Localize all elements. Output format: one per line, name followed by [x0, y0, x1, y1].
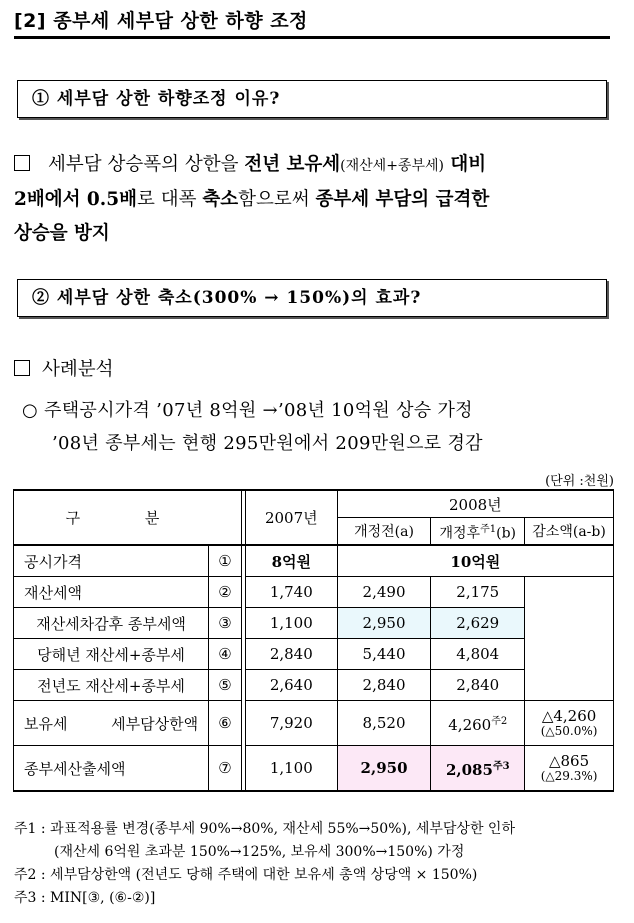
note-2: 주2 : 세부담상한액 (전년도 당해 주택에 대한 보유세 총액 상당액 × 150%)	[14, 867, 478, 883]
case-title: 사례분석	[42, 359, 114, 380]
para-text-2: 로 대폭	[136, 189, 203, 210]
para-text-3: 함으로써	[238, 189, 316, 210]
note-1b: (재산세 6억원 초과분 150%→125%, 보유세 300%→150%) 가정	[54, 844, 465, 860]
case-bullet-2: ’08년 종부세는 현행 295만원에서 209만원으로 경감	[52, 433, 483, 454]
note-3: 주3 : MIN[③, (⑥-②)]	[14, 890, 156, 906]
para-bold-5: 종부세 부담의 급격한	[315, 189, 490, 210]
header-diff: 감소액(a-b)	[525, 518, 614, 546]
para-bold-3: 2배에서 0.5배	[14, 189, 137, 210]
checkbox-square-icon	[14, 155, 30, 171]
table-row: 전년도 재산세+종부세 ⑤ 2,640 2,840 2,840	[14, 670, 614, 701]
question-box-2: ② 세부담 상한 축소(300% → 150%)의 효과?	[17, 279, 607, 317]
header-2008: 2008년	[337, 490, 613, 518]
tax-table	[13, 489, 614, 792]
table-row: 종부세산출세액 ⑦ 1,100 2,950 $2,085^{주3}$ △865 (△29.3%)	[14, 746, 614, 792]
header-gubun: 구 분	[14, 490, 242, 545]
reason-paragraph	[14, 148, 614, 251]
header-after: 개정후$^{주1}$(b)	[431, 518, 525, 546]
table-row: 재산세차감후 종부세액 ③ 1,100 2,950 2,629	[14, 608, 614, 639]
checkbox-square-icon	[14, 360, 30, 376]
note-1: 주1 : 과표적용률 변경(종부세 90%→80%, 재산세 55%→50%), 세부담상한 인하	[14, 821, 515, 837]
para-text-1: 세부담 상승폭의 상한을	[48, 154, 245, 175]
title-rule	[14, 36, 610, 39]
question-box-1: ① 세부담 상한 하향조정 이유?	[17, 80, 607, 118]
header-2007: 2007년	[245, 490, 337, 545]
header-before: 개정전(a)	[337, 518, 431, 546]
para-bold-4: 축소	[202, 189, 239, 210]
para-sub-1: (재산세+종부세)	[340, 158, 444, 174]
para-bold-2: 대비	[443, 154, 487, 175]
table-row: 공시가격 ① 8억원 10억원	[14, 545, 614, 577]
para-bold-6: 상승을 방지	[14, 223, 110, 244]
table-row: 당해년 재산세+종부세 ④ 2,840 5,440 4,804	[14, 639, 614, 670]
footnotes	[14, 818, 515, 910]
table-row: 재산세액 ② 1,740 2,490 2,175	[14, 577, 614, 608]
page-title: [2] 종부세 세부담 상한 하향 조정	[14, 10, 308, 32]
case-heading	[14, 355, 113, 381]
para-bold-1: 전년 보유세	[244, 154, 341, 175]
unit-label: (단위 :천원)	[545, 474, 614, 489]
table-row: 보유세 세부담상한액 ⑥ 7,920 8,520 $4,260^{주2}$ △4,260 (△50.0%)	[14, 701, 614, 746]
case-bullet-1: ○ 주택공시가격 ’07년 8억원 →’08년 10억원 상승 가정	[22, 400, 473, 421]
